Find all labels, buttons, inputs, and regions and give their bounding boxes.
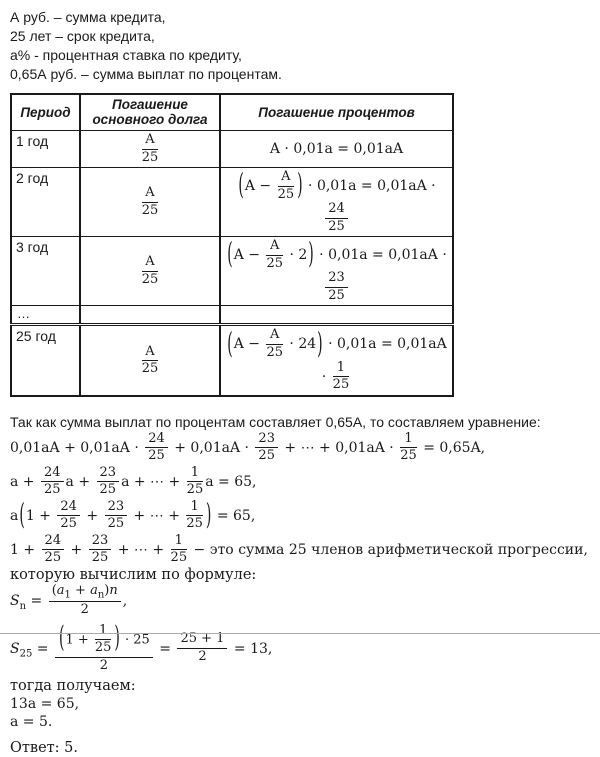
fraction: $\frac{A}{25}$ [266,327,283,361]
fraction: $\frac{24}{25}$ [55,500,82,532]
column-header-period: Период [11,94,80,131]
equation-solution: a = 5. [10,714,53,731]
big-right-paren: ) [114,621,120,655]
fraction: $\frac{23}{25}$ [253,432,280,464]
formula-intro-text: которую вычислим по формуле: [10,566,257,583]
answer-text: Ответ: 5. [10,740,79,757]
fraction: $\frac{(a_1 + a_n)n}{2}$ [47,584,123,618]
interest-cell: A · 0,01a = 0,01aA [220,131,453,168]
interest-cell: (A − $\frac{A}{25}$ ) · 0,01a = 0,01aA · $\frac{24}{25}$ [220,168,453,237]
fraction: $\frac{1}{25}$ [94,622,112,656]
interest-cell: (A − $\frac{A}{25}$ · 24) · 0,01a = 0,01aA · $\frac{1}{25}$ [220,325,453,396]
column-header-interest: Погашение процентов [220,94,453,131]
big-right-paren: ) [308,238,314,272]
principal-cell [80,237,220,306]
equation-sum: 0,01aA + 0,01aA · $\frac{24}{25}$ + 0,01aA · $\frac{23}{25}$ + ⋯ + 0,01aA · $\frac{1}{25}$ = 0,65A, [10,430,486,464]
fraction: $\frac{24}{25}$ [323,202,350,234]
principal-cell [80,325,220,396]
period-cell: … [11,306,80,325]
fraction: $\frac{24}{25}$ [143,432,170,464]
big-left-paren: ( [238,169,244,203]
equation-divided: a + $\frac{24}{25}$ a + $\frac{23}{25}$ a + ⋯ + $\frac{1}{25}$ a = 65, [10,464,257,498]
problem-conditions [10,8,590,84]
formula-sn: $S_n$ = $\frac{(a_1 + a_n)n}{2}$ , [10,582,128,618]
big-left-paren: ( [58,621,65,655]
principal-cell [80,131,220,168]
fraction: $\frac{1}{25}$ [400,430,417,464]
fraction: $\frac{A}{25}$ [141,254,159,287]
formula-s25: $S_{25}$ = (1 + $\frac{1}{25}$ ) · 25 2 = $\frac{25 + 1}{2}$ = 13, [10,621,273,673]
fraction: $\frac{A}{25}$ [141,185,159,218]
fraction: $\frac{1}{25}$ [332,359,350,393]
equation-linear: 13a = 65, [10,696,80,713]
fraction: $\frac{24}{25}$ [39,466,66,498]
table-header-row [11,94,453,131]
fraction: $\frac{1}{25}$ [186,464,204,498]
intro-line-credit-term: 25 лет – срок кредита, [10,28,155,44]
big-right-paren: ) [205,499,212,533]
big-left-paren: ( [227,328,233,361]
column-header-principal: Погашение основного долга [80,94,220,131]
table-row-ellipsis [11,306,453,325]
then-text: тогда получаем: [10,678,136,695]
fraction: $\frac{23}{25}$ [95,466,122,498]
fraction: $\frac{A}{25}$ [266,238,283,271]
fraction: $\frac{23}{25}$ [103,500,130,532]
big-right-paren: ) [297,169,303,203]
credit-table [10,93,454,397]
fraction: $\frac{1}{25}$ [186,498,203,532]
period-cell: 3 год [11,237,80,306]
period-cell: 25 год [11,325,80,396]
principal-cell [80,168,220,237]
intro-line-credit-sum: А руб. – сумма кредита, [10,9,166,25]
fraction: $\frac{23}{25}$ [323,271,350,303]
fraction: $\frac{A}{25}$ [141,343,159,377]
equation-intro-text: Так как сумма выплат по процентам составляет 0,65А, то составляем уравнение: [10,413,541,430]
intro-line-interest-rate: а% - процентная ставка по кредиту, [10,47,242,63]
table-row [11,131,453,168]
fraction: $\frac{24}{25}$ [40,534,67,566]
fraction: (1 + $\frac{1}{25}$ ) · 25 2 [53,624,155,674]
interest-cell [220,306,453,325]
fraction: $\frac{1}{25}$ [170,532,188,566]
fraction: $\frac{A}{25}$ [141,132,159,165]
table-row [11,325,453,396]
fraction: $\frac{A}{25}$ [277,169,295,202]
period-cell: 1 год [11,131,80,168]
table-row [11,168,453,237]
fraction: $\frac{23}{25}$ [87,534,114,566]
intro-line-interest-total: 0,65А руб. – сумма выплат по процентам. [10,66,282,82]
equation-factored: a(1 + $\frac{24}{25}$ + $\frac{23}{25}$ + ⋯ + $\frac{1}{25}$ ) = 65, [10,499,590,533]
period-cell: 2 год [11,168,80,237]
big-left-paren: ( [19,499,25,533]
big-left-paren: ( [227,238,233,272]
equation-progression: 1 + $\frac{24}{25}$ + $\frac{23}{25}$ + ⋯ + $\frac{1}{25}$ − это сумма 25 членов арифметической прогрессии, [10,532,588,566]
principal-cell [80,306,220,325]
interest-cell: (A − $\frac{A}{25}$ · 2) · 0,01a = 0,01aA · $\frac{23}{25}$ [220,237,453,306]
fraction: $\frac{25 + 1}{2}$ [175,632,229,664]
table-row [11,237,453,306]
big-right-paren: ) [317,328,323,361]
bottom-divider [0,633,600,634]
